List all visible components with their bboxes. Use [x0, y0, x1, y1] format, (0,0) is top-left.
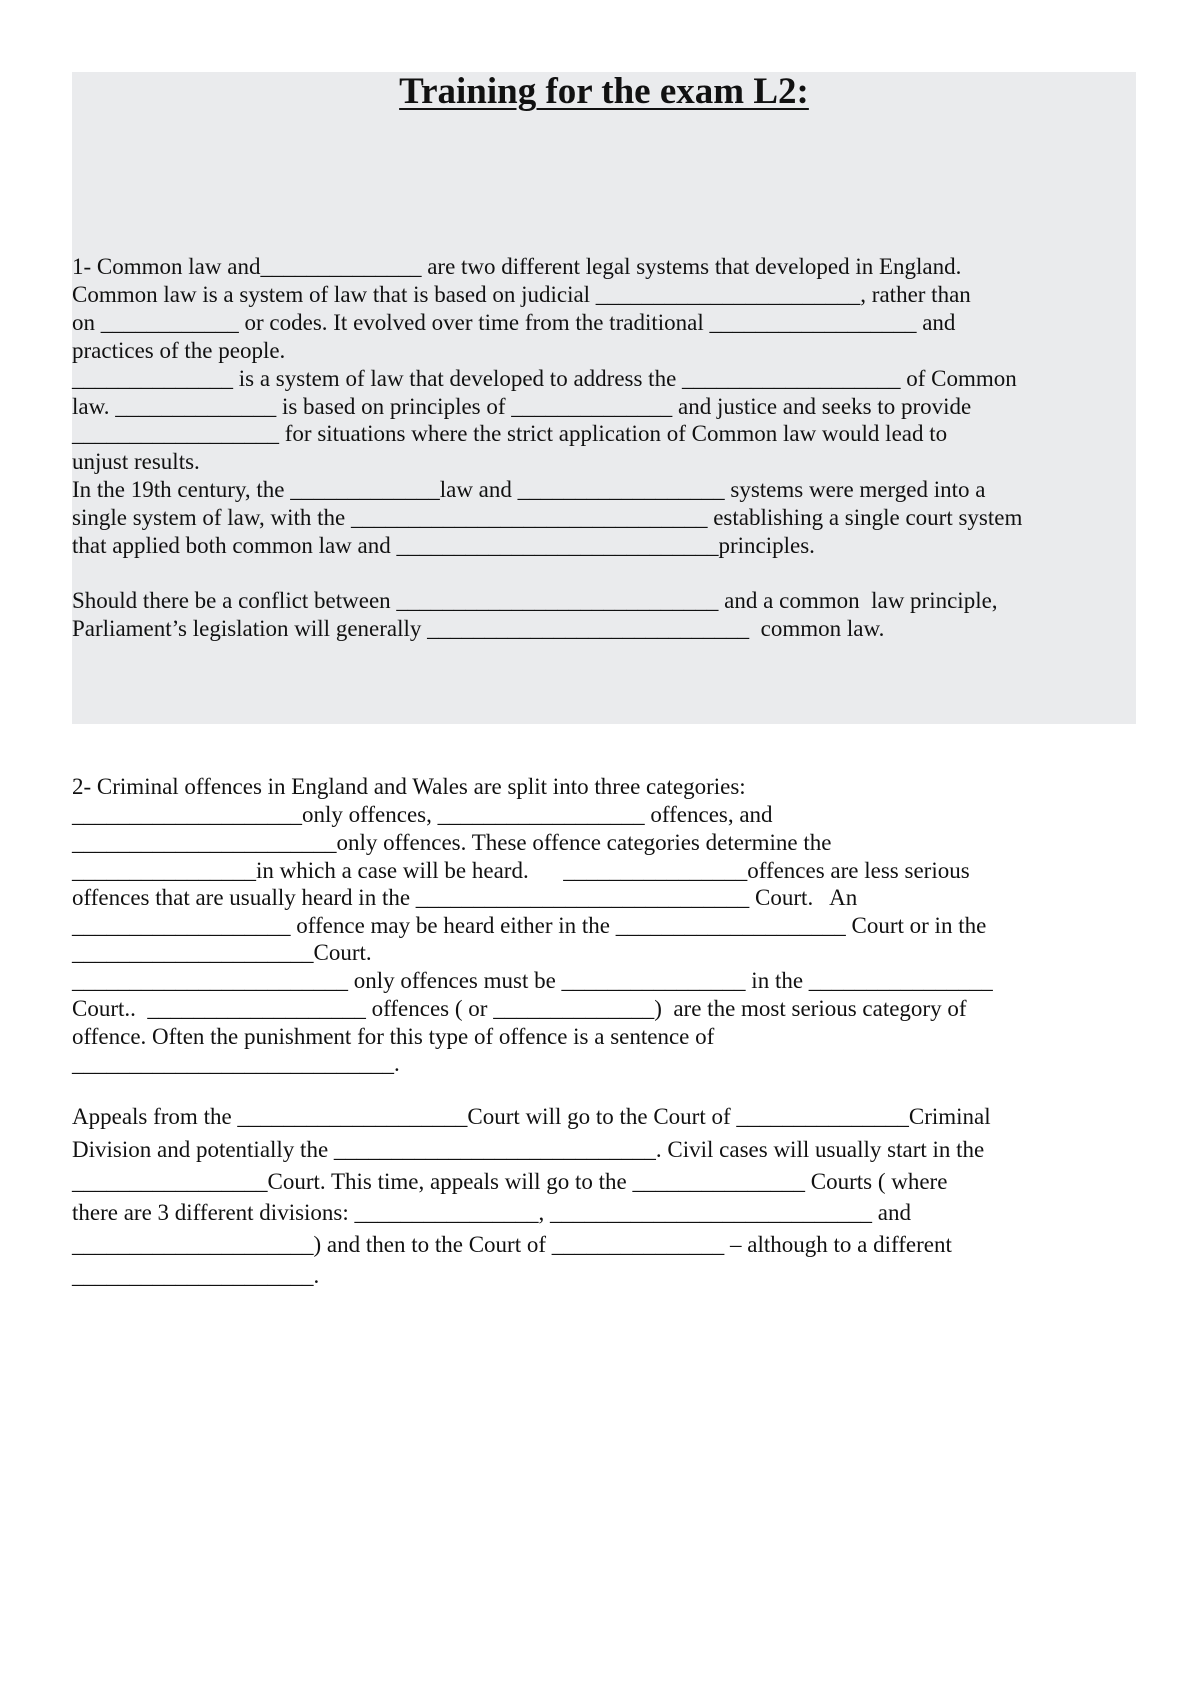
section2-line: Court.. ___________________ offences ( or ______________) are the most serious category of — [72, 996, 967, 1021]
section2-line: _______________________only offences. These offence categories determine the — [72, 830, 832, 855]
section1-line: Parliament’s legislation will generally ____________________________ common law. — [72, 616, 885, 641]
section1-line: 1- Common law and______________ are two different legal systems that developed in England. — [72, 254, 962, 279]
section2-line: ________________in which a case will be heard. ________________offences are less serious — [72, 858, 970, 883]
section3-line: _________________Court. This time, appeals will go to the _______________ Courts ( where — [72, 1169, 948, 1194]
section3-line: Appeals from the ____________________Court will go to the Court of _______________Criminal — [72, 1104, 991, 1129]
section1-line: on ____________ or codes. It evolved over time from the traditional __________________ and — [72, 310, 956, 335]
section1-line: single system of law, with the _______________________________ establishing a single court system — [72, 505, 1023, 530]
section1-line: practices of the people. — [72, 338, 286, 363]
section3-line: there are 3 different divisions: ________________, ____________________________ and — [72, 1200, 911, 1225]
section1-line: __________________ for situations where the strict application of Common law would lead to — [72, 421, 948, 446]
section2-line: 2- Criminal offences in England and Wales are split into three categories: — [72, 774, 746, 799]
section2-line: ________________________ only offences must be ________________ in the ________________ — [72, 968, 993, 993]
section2-line: ____________________________. — [72, 1051, 400, 1076]
section2-line: ___________________ offence may be heard either in the ____________________ Court or in the — [72, 913, 987, 938]
section1-line: Common law is a system of law that is based on judicial _______________________, rather than — [72, 282, 971, 307]
section2-line: _____________________Court. — [72, 940, 372, 965]
section2-line: offence. Often the punishment for this type of offence is a sentence of — [72, 1024, 715, 1049]
section1-line: that applied both common law and ____________________________principles. — [72, 533, 815, 558]
section1-line: unjust results. — [72, 449, 200, 474]
section2-line: ____________________only offences, __________________ offences, and — [72, 802, 773, 827]
section1-line: law. ______________ is based on principles of ______________ and justice and seeks to provide — [72, 394, 972, 419]
section3-line: Division and potentially the ____________________________. Civil cases will usually start in the — [72, 1137, 985, 1162]
section1-line: In the 19th century, the _____________law and __________________ systems were merged into a — [72, 477, 986, 502]
section1-line: ______________ is a system of law that developed to address the ___________________ of Common — [72, 366, 1017, 391]
section3-line: _____________________) and then to the Court of _______________ – although to a different — [72, 1232, 952, 1257]
section3-line: _____________________. — [72, 1263, 320, 1288]
page-title: Training for the exam L2: — [399, 71, 809, 112]
section2-line: offences that are usually heard in the _____________________________ Court. An — [72, 885, 858, 910]
section1-line: Should there be a conflict between ____________________________ and a common law principle, — [72, 588, 998, 613]
